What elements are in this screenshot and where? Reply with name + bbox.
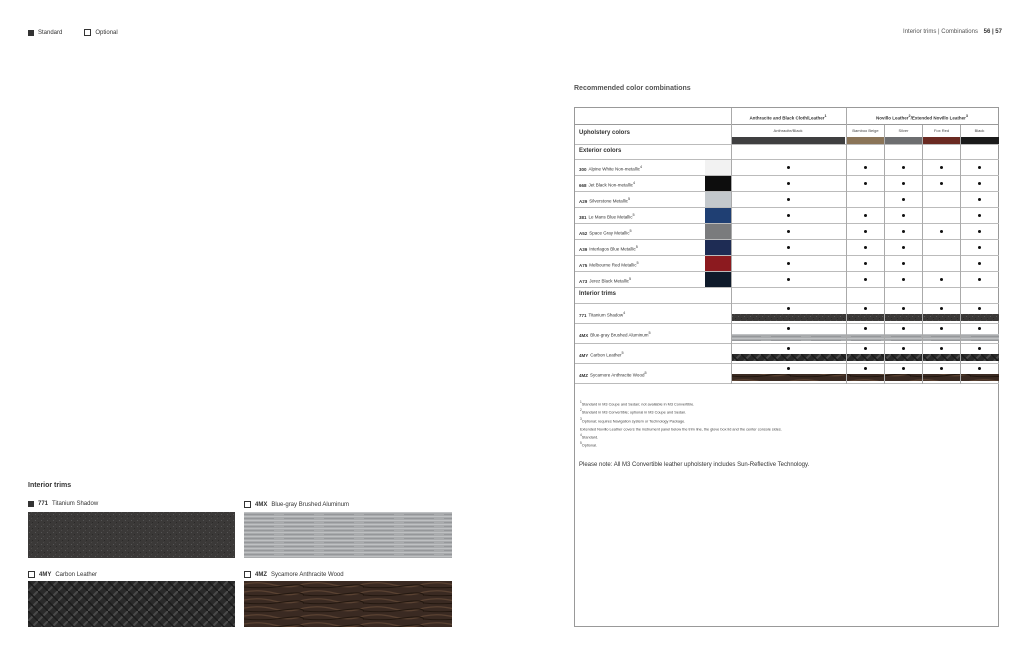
trim-code: 4MZ — [255, 571, 267, 578]
combination-dot — [978, 166, 981, 169]
exterior-row-label — [579, 277, 631, 284]
footnote — [580, 407, 782, 415]
fn-text: Optional. — [581, 443, 597, 448]
name: Blue-gray Brushed Aluminum — [590, 332, 649, 338]
combination-dot — [864, 214, 867, 217]
name: Titanium Shadow — [588, 312, 624, 318]
group-2-sup1: 2 — [908, 114, 911, 118]
code: 668 — [579, 182, 587, 188]
sup: 5 — [636, 261, 639, 265]
name: Sycamore Anthracite Wood — [590, 372, 645, 378]
trim-name: Carbon Leather — [55, 571, 98, 578]
exterior-row-label — [579, 245, 638, 252]
exterior-color-swatch — [705, 208, 731, 223]
combination-dot — [864, 367, 867, 370]
combination-dot — [787, 278, 790, 281]
exterior-row-label — [579, 165, 642, 172]
titanium-bar — [731, 314, 999, 321]
convertible-note: Please note: All M3 Convertible leather upholstery includes Sun-Reflective Technology. — [579, 462, 810, 468]
interior-trims-title: Interior trims — [28, 482, 72, 489]
fn-num: 1 — [580, 400, 582, 404]
name: Alpine White Non-metallic — [588, 166, 641, 172]
sup: 5 — [644, 371, 647, 375]
code: A39 — [579, 246, 588, 252]
col-divider — [731, 108, 732, 384]
combination-dot — [902, 198, 905, 201]
combination-dot — [864, 262, 867, 265]
group-1-label: Anthracite and Black Cloth/Leather — [749, 115, 825, 121]
combination-dot — [940, 182, 943, 185]
combination-dot — [902, 166, 905, 169]
legend-optional — [84, 29, 117, 36]
code: 771 — [579, 312, 587, 318]
group-2-label: Novillo Leather — [876, 115, 909, 121]
fn-text: Standard. — [581, 435, 599, 440]
combination-dot — [902, 262, 905, 265]
brushed-aluminum-swatch — [244, 512, 452, 558]
exterior-row-label — [579, 261, 639, 268]
combination-dot — [902, 246, 905, 249]
sup: 4 — [633, 181, 636, 185]
combination-dot — [787, 347, 790, 350]
empty-square-icon — [84, 29, 91, 36]
combination-dot — [940, 278, 943, 281]
col-divider — [884, 125, 885, 384]
fn-num: 2 — [580, 408, 582, 413]
group-header-row — [575, 108, 999, 125]
interior-row-label — [579, 351, 624, 358]
fn-text: Standard in M3 Convertible; optional in M3 Coupe and Sedan. — [581, 410, 687, 415]
combination-dot — [902, 327, 905, 330]
combination-dot — [978, 230, 981, 233]
combination-dot — [940, 307, 943, 310]
carbon-leather-swatch — [28, 581, 235, 627]
combination-dot — [787, 367, 790, 370]
trim-label-4mx — [244, 501, 349, 508]
interior-label: Interior trims — [579, 291, 617, 297]
combination-dot — [978, 182, 981, 185]
trim-label-4my — [28, 571, 97, 578]
combination-dot — [902, 214, 905, 217]
wood-bar — [731, 374, 999, 381]
exterior-row-label — [579, 181, 635, 188]
combinations-title: Recommended color combinations — [574, 85, 691, 92]
empty-square-icon — [244, 571, 251, 578]
interior-row-label — [579, 371, 647, 378]
combination-dot — [787, 230, 790, 233]
combination-dot — [787, 307, 790, 310]
code: 300 — [579, 166, 587, 172]
legend — [28, 29, 118, 36]
combination-dot — [864, 166, 867, 169]
combinations-table — [574, 107, 999, 627]
sup: 5 — [629, 229, 632, 233]
name: Interlagos Blue Metallic — [589, 246, 636, 252]
name: Melbourne Red Metallic — [589, 262, 637, 268]
upholstery-name-0: Anthracite/Black — [773, 128, 803, 133]
combination-dot — [864, 182, 867, 185]
combination-dot — [978, 278, 981, 281]
combination-dot — [940, 367, 943, 370]
trim-code: 771 — [38, 501, 49, 507]
footnotes — [580, 399, 782, 449]
titanium-shadow-swatch — [28, 512, 235, 558]
exterior-label: Exterior colors — [579, 148, 622, 154]
exterior-header-row — [575, 145, 999, 160]
combination-dot — [787, 198, 790, 201]
combination-dot — [787, 327, 790, 330]
upholstery-name-2: Silver — [898, 128, 909, 133]
section-title: Interior trims | Combinations — [903, 29, 978, 35]
code: A75 — [579, 262, 588, 268]
combination-dot — [864, 278, 867, 281]
sup: 5 — [629, 277, 632, 281]
exterior-color-swatch — [705, 256, 731, 271]
combination-dot — [902, 230, 905, 233]
aluminum-bar — [731, 334, 999, 341]
empty-square-icon — [28, 571, 35, 578]
col-divider — [960, 125, 961, 384]
exterior-color-swatch — [705, 176, 731, 191]
name: Carbon Leather — [590, 352, 622, 358]
trim-name: Blue-gray Brushed Aluminum — [271, 501, 350, 508]
legend-optional-label: Optional — [95, 29, 118, 36]
upholstery-name-1: Bamboo Beige — [852, 128, 879, 133]
exterior-color-swatch — [705, 240, 731, 255]
group-1-sup: 1 — [824, 114, 827, 118]
footnote — [580, 424, 782, 432]
group-2-mid: /Extended Novillo Leather — [910, 115, 966, 121]
upholstery-label: Upholstery colors — [579, 130, 631, 136]
combination-dot — [864, 307, 867, 310]
combination-dot — [978, 307, 981, 310]
col-divider — [922, 125, 923, 384]
fn-num: 5 — [580, 441, 582, 446]
interior-row-label — [579, 311, 625, 318]
trim-label-4mz — [244, 571, 344, 578]
combination-dot — [787, 214, 790, 217]
interior-row-label — [579, 331, 651, 338]
combination-dot — [978, 367, 981, 370]
exterior-color-swatch — [705, 192, 731, 207]
combination-dot — [902, 347, 905, 350]
fn-num: 3 — [580, 416, 582, 421]
combination-dot — [864, 246, 867, 249]
exterior-color-swatch — [705, 160, 731, 175]
combination-dot — [902, 307, 905, 310]
fn-text: Standard in M3 Coupe and Sedan; not available in M3 Convertible. — [581, 402, 695, 407]
code: 4MY — [579, 352, 589, 358]
sup: 4 — [640, 165, 643, 169]
combination-dot — [978, 327, 981, 330]
footnote — [580, 416, 782, 424]
footnote — [580, 399, 782, 407]
combination-dot — [978, 262, 981, 265]
sup: 5 — [628, 197, 631, 201]
col-divider — [846, 108, 847, 384]
sup: 5 — [635, 245, 638, 249]
code: A29 — [579, 198, 588, 204]
footnote — [580, 432, 782, 440]
combination-dot — [787, 262, 790, 265]
page-header — [903, 29, 1002, 35]
name: Space Gray Metallic — [589, 230, 630, 236]
upholstery-name-4: Black — [974, 128, 985, 133]
combination-dot — [787, 246, 790, 249]
name: Le Mans Blue Metallic — [588, 214, 633, 220]
legend-standard — [28, 30, 62, 36]
code: 4MX — [579, 332, 589, 338]
combination-dot — [902, 182, 905, 185]
exterior-row-label — [579, 197, 630, 204]
combination-dot — [978, 347, 981, 350]
upholstery-name-3: Fox Red — [933, 128, 950, 133]
fn-text: Extended Novillo Leather covers the instrument panel below the trim line, the glove box lid and the center console sides. — [580, 427, 782, 432]
code: 381 — [579, 214, 587, 220]
combination-dot — [864, 327, 867, 330]
code: A52 — [579, 230, 588, 236]
interior-header-row — [575, 288, 999, 304]
name: Jet Black Non-metallic — [588, 182, 634, 188]
trim-label-771 — [28, 501, 98, 507]
filled-square-icon — [28, 501, 34, 507]
upholstery-row — [575, 125, 999, 145]
combination-dot — [940, 166, 943, 169]
sup: 5 — [648, 331, 651, 335]
exterior-row-label — [579, 213, 635, 220]
combination-dot — [787, 182, 790, 185]
exterior-color-swatch — [705, 272, 731, 287]
combination-dot — [864, 347, 867, 350]
empty-square-icon — [244, 501, 251, 508]
combination-dot — [864, 230, 867, 233]
carbon-bar — [731, 354, 999, 361]
sup: 5 — [632, 213, 635, 217]
exterior-row-label — [579, 229, 632, 236]
combination-dot — [940, 230, 943, 233]
group-2-sup2: 3 — [965, 114, 968, 118]
trim-name: Titanium Shadow — [52, 501, 99, 507]
fn-text: Optional; requires Navigation system or Technology Package. — [581, 418, 686, 423]
trim-code: 4MY — [39, 571, 52, 578]
sup: 4 — [623, 311, 626, 315]
filled-square-icon — [28, 30, 34, 36]
combination-dot — [978, 214, 981, 217]
trim-name: Sycamore Anthracite Wood — [271, 571, 344, 578]
exterior-color-swatch — [705, 224, 731, 239]
legend-standard-label: Standard — [38, 29, 63, 36]
combination-dot — [787, 166, 790, 169]
trim-code: 4MX — [255, 501, 268, 508]
combination-dot — [978, 198, 981, 201]
combination-dot — [978, 246, 981, 249]
name: Jerez Black Metallic — [589, 278, 630, 284]
combination-dot — [940, 347, 943, 350]
page-numbers: 56 | 57 — [983, 29, 1002, 35]
fn-num: 4 — [580, 433, 582, 438]
combination-dot — [940, 327, 943, 330]
combination-dot — [902, 278, 905, 281]
name: Silverstone Metallic — [589, 198, 629, 204]
code: A73 — [579, 278, 588, 284]
combination-dot — [902, 367, 905, 370]
footnote — [580, 440, 782, 448]
sup: 5 — [621, 351, 624, 355]
code: 4MZ — [579, 372, 588, 378]
sycamore-wood-swatch — [244, 581, 452, 627]
